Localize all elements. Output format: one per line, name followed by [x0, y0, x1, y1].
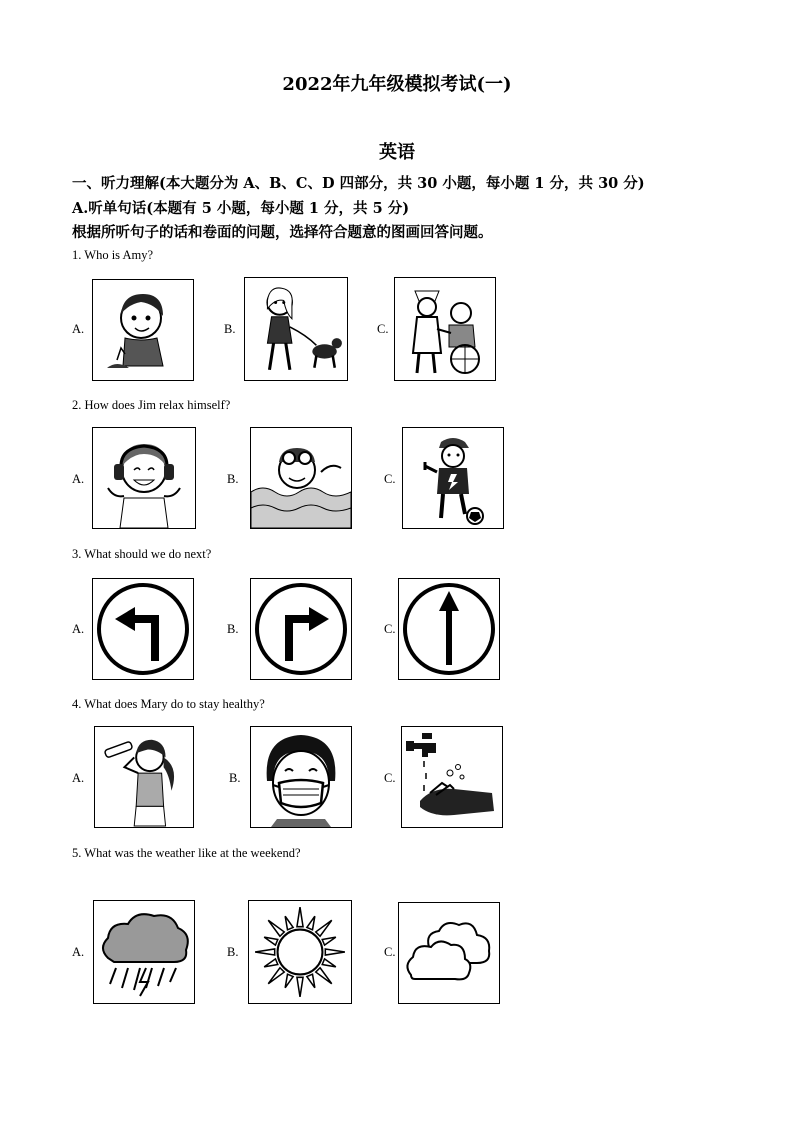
girl-drinking-water-icon[interactable]: [94, 726, 194, 828]
girl-wearing-mask-icon[interactable]: [250, 726, 352, 828]
q3-option-c-label: C.: [384, 622, 396, 636]
boy-listening-music-icon[interactable]: [92, 427, 196, 529]
q5-option-a-label: A.: [72, 945, 85, 959]
sun-ray: [325, 949, 345, 955]
rainy-cloud-icon[interactable]: [93, 900, 195, 1004]
girl-walking-dog-icon[interactable]: [244, 277, 348, 381]
section-heading: 一、听力理解(本大题分为 A、B、C、D 四部分，共 30 小题，每小题 1 分，共 30 分): [72, 175, 645, 192]
sun-ray: [297, 907, 303, 927]
sun-ray: [268, 920, 284, 936]
exam-title: 2022年九年级模拟考试(一): [282, 74, 512, 95]
sun-ray: [264, 937, 278, 945]
question-1: 1. Who is Amy?: [72, 248, 154, 262]
q5-option-c-label: C.: [384, 945, 396, 959]
sun-ray: [307, 916, 315, 930]
subject-title: 英语: [379, 142, 415, 163]
question-4: 4. What does Mary do to stay healthy?: [72, 697, 265, 711]
turn-right-sign-icon[interactable]: [250, 578, 352, 680]
sun-ray: [307, 974, 315, 988]
question-5: 5. What was the weather like at the weekend?: [72, 846, 301, 860]
q2-option-b-label: B.: [227, 472, 239, 486]
q5-option-b-label: B.: [227, 945, 239, 959]
sun-ray: [285, 916, 293, 930]
sun-ray: [285, 974, 293, 988]
sun-ray: [322, 937, 336, 945]
girl-planting-icon[interactable]: [92, 279, 194, 381]
q4-option-b-label: B.: [229, 771, 241, 785]
instruction-text: 根据所听句子的话和卷面的问题，选择符合题意的图画回答问题。: [72, 224, 493, 241]
turn-left-sign-icon[interactable]: [92, 578, 194, 680]
sun-ray: [297, 977, 303, 997]
q1-option-b-label: B.: [224, 322, 236, 336]
q3-option-b-label: B.: [227, 622, 239, 636]
sunny-icon[interactable]: [248, 900, 352, 1004]
sun-ray: [264, 959, 278, 967]
boy-swimming-icon[interactable]: [250, 427, 352, 529]
sun-ray: [322, 959, 336, 967]
part-a-heading: A.听单句话(本题有 5 小题，每小题 1 分，共 5 分): [72, 200, 410, 217]
question-3: 3. What should we do next?: [72, 547, 212, 561]
nurse-helping-old-man-icon[interactable]: [394, 277, 496, 381]
q3-option-a-label: A.: [72, 622, 85, 636]
boy-playing-football-icon[interactable]: [402, 427, 504, 529]
q2-option-c-label: C.: [384, 472, 396, 486]
go-straight-sign-icon[interactable]: [398, 578, 500, 680]
washing-hands-icon[interactable]: [401, 726, 503, 828]
sun-ray: [316, 920, 332, 936]
sun-ray: [316, 968, 332, 984]
q1-option-a-label: A.: [72, 322, 85, 336]
sun-ray: [268, 968, 284, 984]
cloudy-icon[interactable]: [398, 902, 500, 1004]
sun-ray: [255, 949, 275, 955]
q4-option-c-label: C.: [384, 771, 396, 785]
q4-option-a-label: A.: [72, 771, 85, 785]
q1-option-c-label: C.: [377, 322, 389, 336]
q2-option-a-label: A.: [72, 472, 85, 486]
question-2: 2. How does Jim relax himself?: [72, 398, 231, 412]
